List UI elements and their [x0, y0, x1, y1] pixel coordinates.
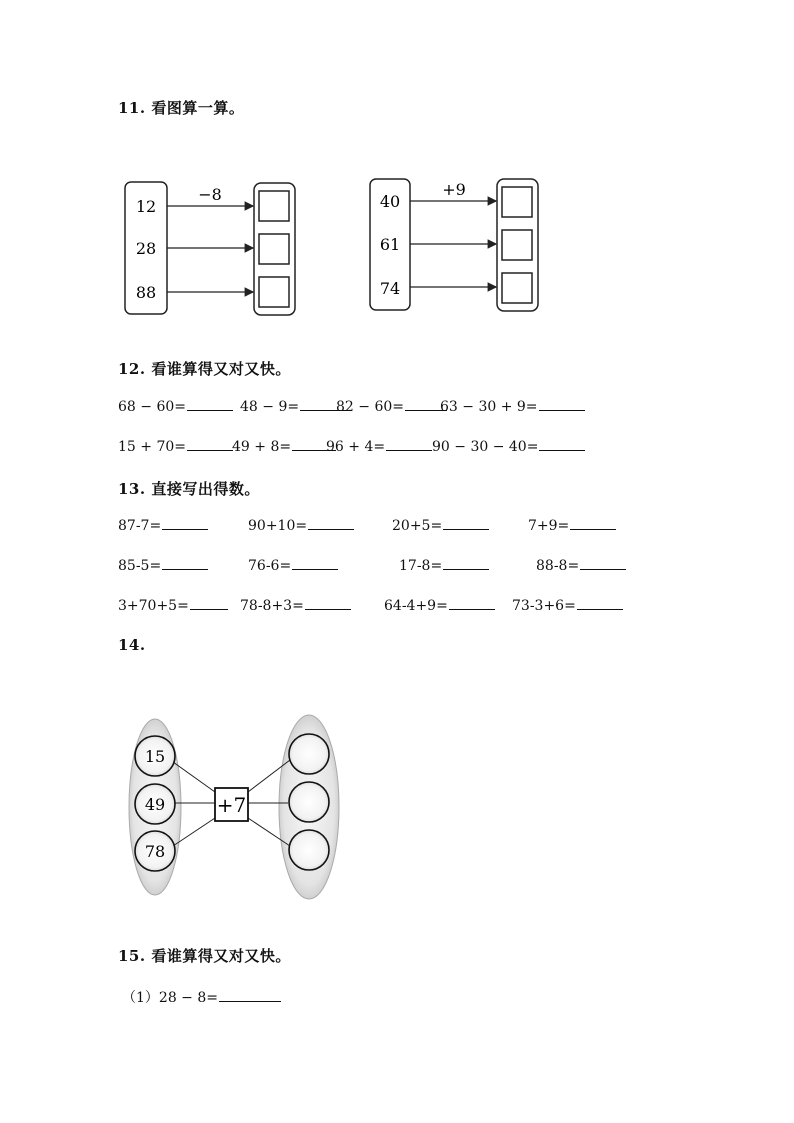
q12-expr: 90 − 30 − 40=: [432, 439, 539, 455]
q13-expr: 64-4+9=: [384, 598, 448, 614]
q11-left-input-3: 88: [135, 283, 157, 302]
q12-expr: 63 − 30 + 9=: [440, 399, 538, 415]
q12-answer-blank[interactable]: [187, 450, 233, 451]
q11-left-op: −8: [198, 185, 222, 204]
q14-answer-1[interactable]: [289, 734, 329, 774]
q14-answer-3[interactable]: [289, 830, 329, 870]
q13-answer-blank[interactable]: [443, 529, 489, 530]
q12-expr: 68 − 60=: [118, 399, 186, 415]
q13-expr: 88-8=: [536, 558, 580, 574]
q13-expr: 3+70+5=: [118, 598, 189, 614]
q11-right-answer-2[interactable]: [502, 230, 532, 260]
q13-expr: 87-7=: [118, 518, 162, 534]
q11-left-answer-1[interactable]: [259, 191, 289, 221]
q11-right-answer-1[interactable]: [502, 187, 532, 217]
q12-expr: 82 − 60=: [336, 399, 404, 415]
q12-answer-blank[interactable]: [187, 410, 233, 411]
q15-title: 15. 看谁算得又对又快。: [118, 947, 291, 965]
q11-left-answer-3[interactable]: [259, 277, 289, 307]
q12-expr: 48 − 9=: [240, 399, 300, 415]
q11-left-answer-2[interactable]: [259, 234, 289, 264]
q11-diagram: [120, 175, 550, 320]
q11-title: 11. 看图算一算。: [118, 99, 245, 117]
q12-expr: 96 + 4=: [326, 439, 386, 455]
q11-right-input-2: 61: [379, 235, 401, 254]
q13-answer-blank[interactable]: [162, 529, 208, 530]
q13-expr: 20+5=: [392, 518, 443, 534]
q14-answer-2[interactable]: [289, 782, 329, 822]
q14-input-2: 49: [144, 795, 166, 814]
q12-answer-blank[interactable]: [539, 410, 585, 411]
q14-input-3: 78: [144, 842, 166, 861]
q11-right-input-1: 40: [379, 192, 401, 211]
q13-answer-blank[interactable]: [449, 609, 495, 610]
q13-answer-blank[interactable]: [580, 569, 626, 570]
q11-left-input-2: 28: [135, 239, 157, 258]
q13-title: 13. 直接写出得数。: [118, 480, 260, 498]
q13-answer-blank[interactable]: [305, 609, 351, 610]
q15-answer-blank[interactable]: [219, 1001, 281, 1002]
q13-answer-blank[interactable]: [292, 569, 338, 570]
q11-left-input-1: 12: [135, 197, 157, 216]
q12-answer-blank[interactable]: [386, 450, 432, 451]
q13-expr: 73-3+6=: [512, 598, 576, 614]
q13-answer-blank[interactable]: [577, 609, 623, 610]
q11-right-input-3: 74: [379, 279, 401, 298]
q13-answer-blank[interactable]: [570, 529, 616, 530]
q13-expr: 7+9=: [528, 518, 570, 534]
q13-answer-blank[interactable]: [308, 529, 354, 530]
q13-expr: 90+10=: [248, 518, 308, 534]
q12-title: 12. 看谁算得又对又快。: [118, 360, 291, 378]
q15-expr: （1）28 − 8=: [122, 990, 218, 1006]
q13-answer-blank[interactable]: [443, 569, 489, 570]
q14-operator: +7: [216, 793, 247, 817]
q14-diagram: [125, 712, 365, 907]
q13-answer-blank[interactable]: [190, 609, 228, 610]
q14-input-1: 15: [144, 747, 166, 766]
q13-expr: 76-6=: [248, 558, 292, 574]
q13-expr: 78-8+3=: [240, 598, 304, 614]
q12-expr: 15 + 70=: [118, 439, 186, 455]
q11-right-answer-3[interactable]: [502, 273, 532, 303]
q12-expr: 49 + 8=: [232, 439, 292, 455]
q13-answer-blank[interactable]: [162, 569, 208, 570]
q11-right-op: +9: [442, 180, 466, 199]
q12-answer-blank[interactable]: [539, 450, 585, 451]
q13-expr: 85-5=: [118, 558, 162, 574]
q13-expr: 17-8=: [399, 558, 443, 574]
q14-title: 14.: [118, 636, 146, 654]
